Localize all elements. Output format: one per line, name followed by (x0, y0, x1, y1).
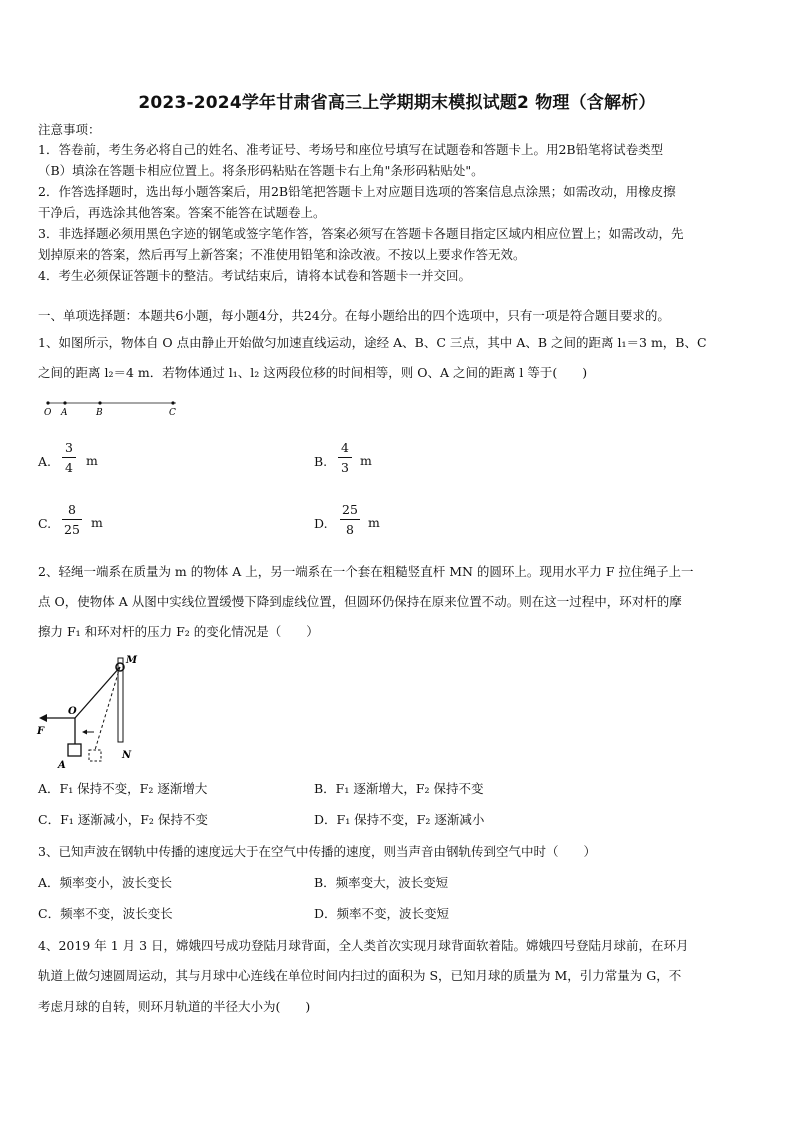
q1-option-d-fraction (340, 502, 360, 537)
block-a (68, 744, 81, 756)
notice-line: 3．非选择题必须用黑色字迹的钢笔或签字笔作答，答案必须写在答题卡各题目指定区域内相应位置上；如需改动，先 (38, 226, 684, 241)
numerator: 25 (342, 502, 358, 517)
denominator: 25 (64, 522, 80, 537)
q2-stem-line2: 点 O，使物体 A 从图中实线位置缓慢下降到虚线位置，但圆环仍保持在原来位置不动。则在这一过程中，环对杆的摩 (38, 594, 682, 609)
q1-option-c-fraction (62, 502, 82, 537)
q2-option-b: B．F₁ 逐渐增大，F₂ 保持不变 (314, 781, 484, 796)
arrow-left-icon (82, 730, 87, 735)
denominator: 8 (346, 522, 354, 537)
q4-stem-line1: 4、2019 年 1 月 3 日，嫦娥四号成功登陆月球背面，全人类首次实现月球背面软着陆。嫦娥四号登陆月球前，在环月 (38, 938, 689, 953)
notice-line: 干净后，再选涂其他答案。答案不能答在试题卷上。 (38, 205, 326, 220)
denominator: 4 (65, 460, 73, 475)
notice-line: 1．答卷前，考生务必将自己的姓名、准考证号、考场号和座位号填写在试题卷和答题卡上。用2B铅笔将试卷类型 (38, 142, 664, 157)
label-n: N (122, 750, 132, 761)
label-f: F (37, 726, 45, 737)
q1-option-b-unit: m (360, 453, 372, 468)
q4-stem-line2: 轨道上做匀速圆周运动，其与月球中心连线在单位时间内扫过的面积为 S，已知月球的质量为 M，引力常量为 G，不 (38, 968, 682, 983)
notice-line: 划掉原来的答案，然后再写上新答案；不准使用铅笔和涂改液。不按以上要求作答无效。 (38, 247, 526, 262)
q1-label-b: B (96, 408, 103, 418)
q1-option-d-label: D. (314, 516, 328, 531)
q2-option-c: C．F₁ 逐渐减小，F₂ 保持不变 (38, 812, 208, 827)
label-a: A (58, 760, 66, 770)
q1-point-o (46, 401, 49, 404)
notice-line: （B）填涂在答题卡相应位置上。将条形码粘贴在答题卡右上角"条形码粘贴处"。 (38, 163, 484, 178)
q1-label-a: A (61, 408, 68, 418)
notice-line: 4．考生必须保证答题卡的整洁。考试结束后，请将本试卷和答题卡一并交回。 (38, 268, 471, 283)
q4-stem-line3: 考虑月球的自转，则环月轨道的半径大小为( ) (38, 999, 311, 1014)
denominator: 3 (341, 460, 349, 475)
q3-option-a: A．频率变小，波长变长 (38, 875, 173, 890)
q1-label-c: C (169, 408, 176, 418)
q3-stem: 3、已知声波在钢轨中传播的速度远大于在空气中传播的速度，则当声音由钢轨传到空气中时（ ） (38, 844, 596, 859)
q1-stem-line2: 之间的距离 l₂＝4 m．若物体通过 l₁、l₂ 这两段位移的时间相等，则 O、A 之间的距离 l 等于( ) (38, 365, 588, 380)
numerator: 3 (65, 440, 73, 455)
q1-option-c-label: C. (38, 516, 52, 531)
q1-label-o: O (44, 408, 52, 418)
q2-stem-line1: 2、轻绳一端系在质量为 m 的物体 A 上，另一端系在一个套在粗糙竖直杆 MN 的圆环上。现用水平力 F 拉住绳子上一 (38, 564, 694, 579)
q1-option-c-unit: m (91, 515, 103, 530)
q3-option-d: D．频率不变，波长变短 (314, 906, 450, 921)
q2-option-a: A．F₁ 保持不变，F₂ 逐渐增大 (38, 781, 208, 796)
numerator: 4 (341, 440, 349, 455)
q3-option-b: B．频率变大，波长变短 (314, 875, 449, 890)
label-o: O (68, 706, 77, 717)
q1-option-a-unit: m (86, 453, 98, 468)
rope-dashed (95, 667, 120, 750)
notice-line: 2．作答选择题时，选出每小题答案后，用2B铅笔把答题卡上对应题目选项的答案信息点涂黑；如需改动，用橡皮擦 (38, 184, 676, 199)
notice-heading: 注意事项： (38, 122, 101, 137)
q2-option-d: D．F₁ 保持不变，F₂ 逐渐减小 (314, 812, 485, 827)
q1-point-b (98, 401, 101, 404)
q1-point-c (171, 401, 174, 404)
page-title: 2023-2024学年甘肃省高三上学期期末模拟试题2 物理（含解析） (138, 93, 656, 113)
q3-option-c: C．频率不变，波长变长 (38, 906, 173, 921)
q1-option-d-unit: m (368, 515, 380, 530)
q1-line-diagram (40, 395, 190, 419)
section-heading: 一、单项选择题：本题共6小题，每小题4分，共24分。在每小题给出的四个选项中，只有一项是符合题目要求的。 (38, 308, 670, 323)
numerator: 8 (68, 502, 76, 517)
q2-rod-diagram (36, 652, 146, 770)
q1-option-a-fraction (62, 440, 76, 475)
arrow-left-icon (39, 714, 47, 722)
q1-option-a-label: A. (38, 454, 52, 469)
q1-stem-line1: 1、如图所示，物体自 O 点由静止开始做匀加速直线运动，途经 A、B、C 三点，其中 A、B 之间的距离 l₁＝3 m，B、C (38, 335, 707, 350)
block-dashed (89, 750, 101, 761)
q1-option-b-fraction (338, 440, 352, 475)
rope-upper (75, 667, 120, 718)
q2-stem-line3: 擦力 F₁ 和环对杆的压力 F₂ 的变化情况是（ ） (38, 624, 319, 639)
q1-option-b-label: B. (314, 454, 328, 469)
label-m: M (126, 655, 138, 666)
q1-point-a (63, 401, 66, 404)
